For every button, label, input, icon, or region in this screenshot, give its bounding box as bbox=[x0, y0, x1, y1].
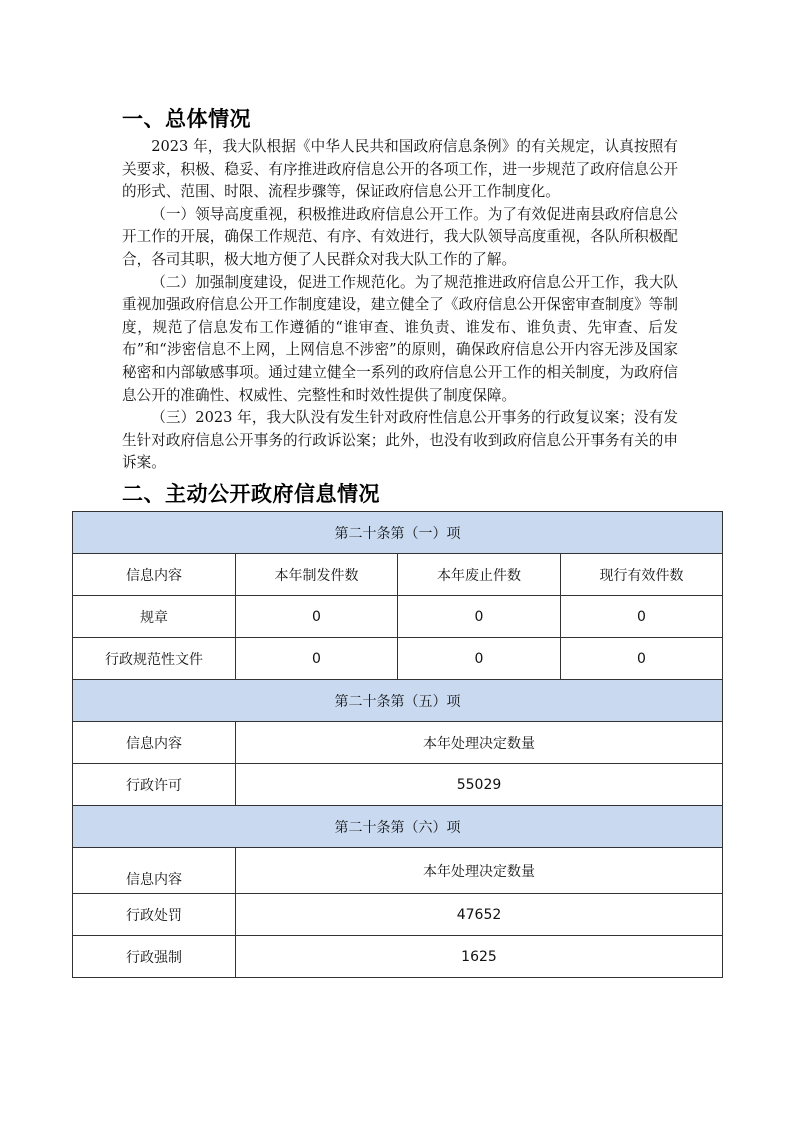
paragraph: （三）2023 年，我大队没有发生针对政府性信息公开事务的行政复议案；没有发生针对政府信息公开事务的行政诉讼案；此外，也没有收到政府信息公开事务有关的申诉案。 bbox=[122, 409, 678, 472]
table-section-header bbox=[73, 806, 723, 848]
paragraph: （一）领导高度重视，积极推进政府信息公开工作。为了有效促进南县政府信息公开工作的开展，确保工作规范、有序、有效进行，我大队领导高度重视，各队所积极配合，各司其职，极大地方便了人民群众对我大队工作的了解。 bbox=[122, 205, 678, 268]
cell-value: 0 bbox=[561, 596, 723, 638]
column-header: 本年废止件数 bbox=[398, 554, 561, 596]
cell-value: 0 bbox=[561, 638, 723, 680]
table-row bbox=[73, 596, 723, 638]
cell-value: 55029 bbox=[236, 764, 723, 806]
table-row bbox=[73, 894, 723, 936]
overview-body bbox=[122, 136, 678, 475]
table-row bbox=[73, 764, 723, 806]
cell-value: 0 bbox=[398, 638, 561, 680]
table-header-row bbox=[73, 554, 723, 596]
column-header: 信息内容 bbox=[73, 848, 236, 894]
table-section-header bbox=[73, 680, 723, 722]
table-header-row bbox=[73, 722, 723, 764]
column-header: 信息内容 bbox=[73, 554, 236, 596]
section-title: 第二十条第（六）项 bbox=[73, 806, 723, 848]
section-title: 第二十条第（一）项 bbox=[73, 512, 723, 554]
cell-value: 0 bbox=[236, 596, 398, 638]
row-label: 规章 bbox=[73, 596, 236, 638]
paragraph: 2023 年，我大队根据《中华人民共和国政府信息条例》的有关规定，认真按照有关要求，积极、稳妥、有序推进政府信息公开的各项工作，进一步规范了政府信息公开的形式、范围、时限、流程步骤等，保证政府信息公开工作制度化。 bbox=[122, 138, 678, 201]
row-label: 行政处罚 bbox=[73, 894, 236, 936]
column-header: 信息内容 bbox=[73, 722, 236, 764]
column-header: 本年制发件数 bbox=[236, 554, 398, 596]
section-title: 第二十条第（五）项 bbox=[73, 680, 723, 722]
cell-value: 0 bbox=[398, 596, 561, 638]
row-label: 行政规范性文件 bbox=[73, 638, 236, 680]
section-heading-overview: 一、总体情况 bbox=[122, 107, 251, 131]
column-header: 本年处理决定数量 bbox=[236, 722, 723, 764]
table-row bbox=[73, 936, 723, 978]
cell-value: 47652 bbox=[236, 894, 723, 936]
table-header-row bbox=[73, 848, 723, 894]
paragraph: （二）加强制度建设，促进工作规范化。为了规范推进政府信息公开工作，我大队重视加强政府信息公开工作制度建设，建立健全了《政府信息公开保密审查制度》等制度，规范了信息发布工作遵循的“谁审查、谁负责、谁发布、谁负责、先审查、后发布”和“涉密信息不上网，上网信息不涉密”的原则，确保政府信息公开内容无涉及国家秘密和内部敏感事项。通过建立健全一系列的政府信息公开工作的相关制度，为政府信息公开的准确性、权威性、完整性和时效性提供了制度保障。 bbox=[122, 273, 678, 404]
table-row bbox=[73, 638, 723, 680]
section-heading-disclosure: 二、主动公开政府信息情况 bbox=[122, 482, 380, 506]
cell-value: 0 bbox=[236, 638, 398, 680]
cell-value: 1625 bbox=[236, 936, 723, 978]
table-section-header bbox=[73, 512, 723, 554]
row-label: 行政强制 bbox=[73, 936, 236, 978]
row-label: 行政许可 bbox=[73, 764, 236, 806]
column-header: 现行有效件数 bbox=[561, 554, 723, 596]
column-header: 本年处理决定数量 bbox=[236, 848, 723, 894]
disclosure-table bbox=[72, 511, 723, 978]
